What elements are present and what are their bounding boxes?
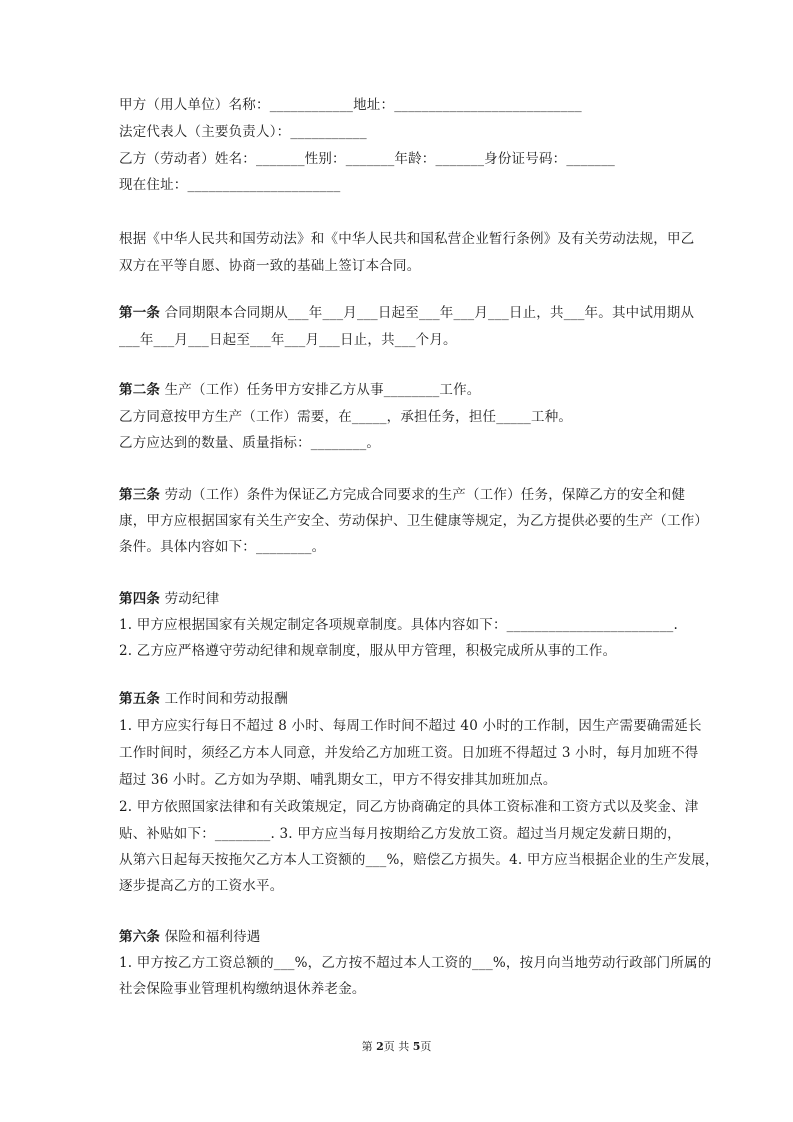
page-number <box>0 1040 793 1054</box>
text-line: 社会保险事业管理机构缴纳退休养老金。 <box>119 981 366 997</box>
text-line: 1. 甲方按乙方工资总额的___%，乙方按不超过本人工资的___%，按月向当地劳动行政部门所属的 <box>119 955 712 971</box>
text-line: 法定代表人（主要负责人）：___________ <box>119 124 367 140</box>
text-line: 双方在平等自愿、协商一致的基础上签订本合同。 <box>119 258 421 274</box>
article-heading: 第三条 <box>119 487 161 503</box>
article-1-line <box>119 304 695 322</box>
text-line: 保险和福利待遇 <box>160 929 261 945</box>
article-5-line <box>119 798 699 816</box>
article-5-line <box>119 851 719 869</box>
article-heading: 第一条 <box>119 305 161 321</box>
text-line: 2. 甲方依照国家法律和有关政策规定，同乙方协商确定的具体工资标准和工资方式以及奖金、津 <box>119 799 699 815</box>
article-6-line <box>119 980 679 998</box>
article-1-line <box>119 331 679 349</box>
text-line: 2. 乙方应严格遵守劳动纪律和规章制度，服从甲方管理，积极完成所从事的工作。 <box>119 643 617 659</box>
article-3-line <box>119 538 679 556</box>
text-line: 条件。具体内容如下：________。 <box>119 539 326 555</box>
text-line: 从第六日起每天按拖欠乙方本人工资额的___%，赔偿乙方损失。4. 甲方应当根据企业的生产发展， <box>119 852 719 868</box>
text-line: 根据《中华人民共和国劳动法》和《中华人民共和国私营企业暂行条例》及有关劳动法规，甲乙 <box>119 231 695 247</box>
text-line: 乙方同意按甲方生产（工作）需要，在_____，承担任务，担任_____工种。 <box>119 409 573 425</box>
article-heading: 第六条 <box>119 929 161 945</box>
text-line: ___年___月___日起至___年___月___日止，共___个月。 <box>119 332 457 348</box>
text-line: 乙方应达到的数量、质量指标：________。 <box>119 435 381 451</box>
text-line: 甲方（用人单位）名称：____________地址：___________________________ <box>119 97 582 113</box>
page-prefix: 第 <box>361 1040 377 1053</box>
article-3-line <box>119 486 686 504</box>
text-line: 生产（工作）任务甲方安排乙方从事________工作。 <box>160 382 481 398</box>
text-line: 工作时间时，须经乙方本人同意，并发给乙方加班工资。日加班不得超过 3 小时，每月加班不得 <box>119 745 699 761</box>
text-line: 合同期限本合同期从___年___月___日起至___年___月___日止，共___年。其中试用期从 <box>160 305 695 321</box>
text-line: 现在住址：______________________ <box>119 177 341 193</box>
party-a-line <box>119 96 679 114</box>
page-mid: 页 共 <box>383 1040 413 1053</box>
preamble-line <box>119 230 695 248</box>
page-total: 5 <box>412 1040 421 1053</box>
text-line: 贴、补贴如下：________. 3. 甲方应当每月按期给乙方发放工资。超过当月规定发薪日期的， <box>119 826 681 842</box>
article-5-line <box>119 717 702 735</box>
text-line: 1. 甲方应实行每日不超过 8 小时、每周工作时间不超过 40 小时的工作制，因生产需要确需延长 <box>119 718 702 734</box>
article-5-line <box>119 825 679 843</box>
article-5-line <box>119 690 679 708</box>
text-line: 劳动（工作）条件为保证乙方完成合同要求的生产（工作）任务，保障乙方的安全和健 <box>160 487 686 503</box>
page-current: 2 <box>376 1040 384 1053</box>
article-6-line <box>119 954 712 972</box>
preamble-line <box>119 257 679 275</box>
text-line: 超过 36 小时。乙方如为孕期、哺乳期女工，甲方不得安排其加班加点。 <box>119 772 557 788</box>
text-line: 1. 甲方应根据国家有关规定制定各项规章制度。具体内容如下：________________________. <box>119 617 678 633</box>
article-3-line <box>119 512 709 530</box>
text-line: 劳动纪律 <box>160 591 220 607</box>
article-heading: 第二条 <box>119 382 161 398</box>
text-line: 逐步提高乙方的工资水平。 <box>119 878 284 894</box>
article-6-line <box>119 928 679 946</box>
party-b-line <box>119 150 679 168</box>
article-5-line <box>119 744 699 762</box>
article-4-line <box>119 616 679 634</box>
page-suffix: 页 <box>420 1040 432 1053</box>
article-2-line <box>119 381 679 399</box>
article-heading: 第四条 <box>119 591 161 607</box>
article-2-line <box>119 434 679 452</box>
address-line <box>119 176 679 194</box>
article-5-line <box>119 877 679 895</box>
text-line: 工作时间和劳动报酬 <box>160 691 288 707</box>
text-line: 康，甲方应根据国家有关生产安全、劳动保护、卫生健康等规定，为乙方提供必要的生产（工作） <box>119 513 709 529</box>
article-5-line <box>119 771 679 789</box>
article-4-line <box>119 642 679 660</box>
article-4-line <box>119 590 679 608</box>
article-heading: 第五条 <box>119 691 161 707</box>
article-2-line <box>119 408 679 426</box>
legal-rep-line <box>119 123 679 141</box>
text-line: 乙方（劳动者）姓名：_______性别：_______年龄：_______身份证号码：_______ <box>119 151 615 167</box>
